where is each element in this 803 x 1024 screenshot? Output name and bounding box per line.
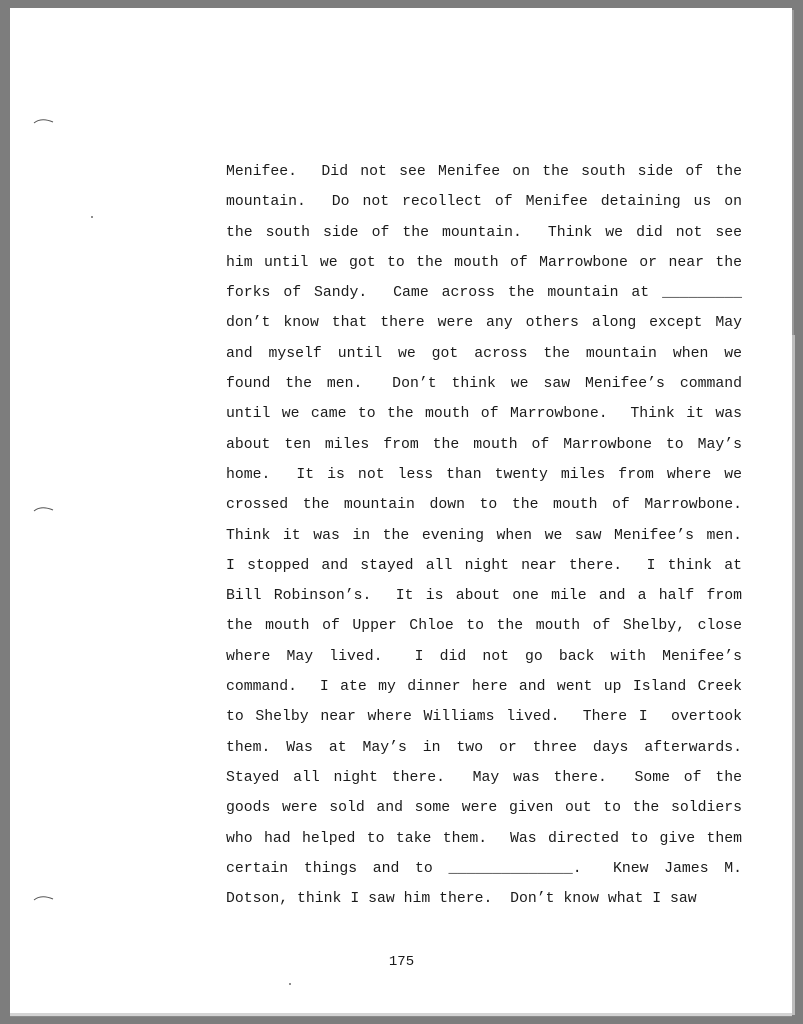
text-line: home. It is not less than twenty miles from where we — [226, 466, 742, 483]
scan-mark-icon — [33, 894, 55, 902]
speck — [289, 983, 291, 985]
scan-mark-icon — [33, 505, 55, 513]
text-line: and myself until we got across the mountain when we — [226, 345, 742, 362]
text-line: Bill Robinson’s. It is about one mile and a half from — [226, 588, 742, 605]
page-bottom-edge — [10, 1013, 792, 1017]
body-text — [226, 157, 742, 914]
text-line: Dotson, think I saw him there. Don’t know what I saw — [226, 891, 697, 908]
text-line: Think it was in the evening when we saw Menifee’s men. — [226, 527, 742, 544]
text-line: where May lived. I did not go back with Menifee’s — [226, 648, 742, 665]
text-line: the south side of the mountain. Think we did not see — [226, 224, 742, 241]
text-line: found the men. Don’t think we saw Menifee’s command — [226, 376, 742, 393]
text-line: until we came to the mouth of Marrowbone. Think it was — [226, 406, 742, 423]
text-line: goods were sold and some were given out to the soldiers — [226, 800, 742, 817]
text-line: about ten miles from the mouth of Marrowbone to May’s — [226, 436, 742, 453]
scan-mark-icon — [33, 117, 55, 125]
text-line: I stopped and stayed all night near there. I think at — [226, 557, 742, 574]
text-line: mountain. Do not recollect of Menifee detaining us on — [226, 194, 742, 211]
text-line: Stayed all night there. May was there. Some of the — [226, 769, 742, 786]
page-right-edge — [792, 335, 795, 1015]
text-line: certain things and to ______________. Knew James M. — [226, 860, 742, 877]
text-line: don’t know that there were any others along except May — [226, 315, 742, 332]
text-line: Menifee. Did not see Menifee on the south side of the — [226, 164, 742, 180]
page-number: 175 — [388, 954, 415, 970]
text-line: crossed the mountain down to the mouth of Marrowbone. — [226, 497, 742, 514]
text-line: the mouth of Upper Chloe to the mouth of Shelby, close — [226, 618, 742, 635]
text-line: who had helped to take them. Was directed to give them — [226, 830, 742, 847]
text-line: forks of Sandy. Came across the mountain at _________ — [226, 285, 742, 302]
speck — [91, 216, 93, 218]
text-line: them. Was at May’s in two or three days afterwards. — [226, 739, 742, 756]
text-line: him until we got to the mouth of Marrowbone or near the — [226, 254, 742, 271]
text-line: command. I ate my dinner here and went up Island Creek — [226, 679, 742, 696]
text-line: to Shelby near where Williams lived. There I overtook — [226, 709, 742, 726]
